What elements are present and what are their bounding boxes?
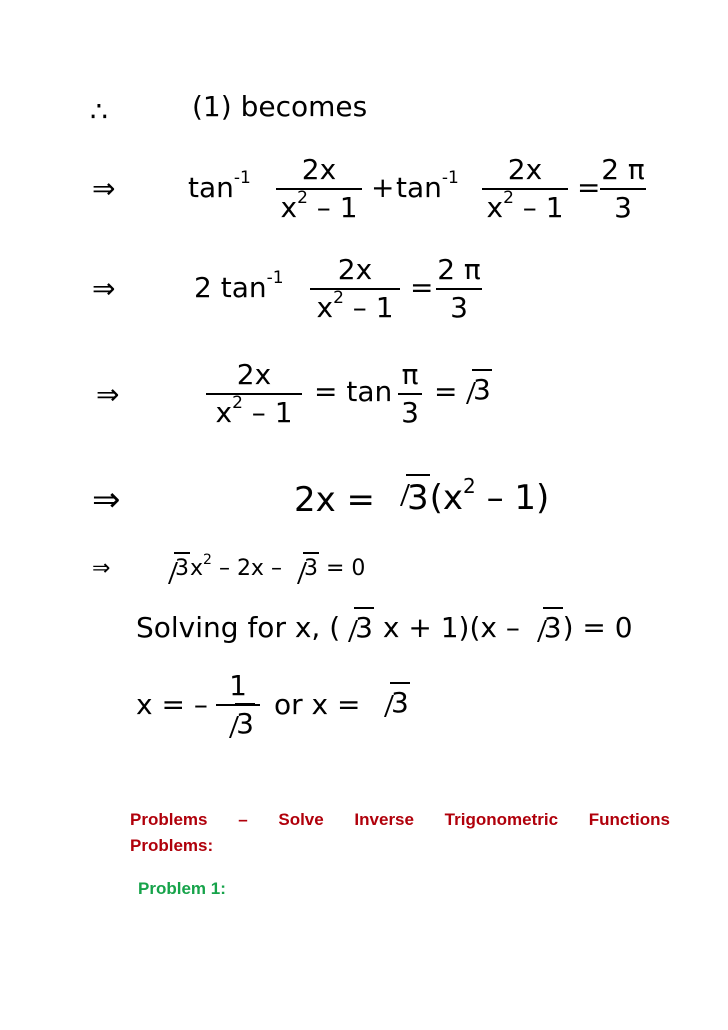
- fraction-2x-over-x2-1: 2x $x^2 - 1$: [310, 256, 400, 322]
- quadratic-equation: $3x^2 - 2x - 3 = 0$: [160, 556, 365, 581]
- problem-1-label: Problem 1:: [138, 879, 226, 898]
- tan-inverse-1: $\tan^{-1}$: [188, 168, 251, 204]
- fraction-2pi-over-3: 2 π 3: [437, 253, 481, 324]
- heading-word: –: [238, 810, 248, 829]
- x-equals-minus: x = –: [136, 688, 208, 721]
- equals-sign: =: [410, 271, 434, 304]
- fraction-2x-over-x2-1: 2x $x^2 - 1$: [206, 361, 302, 427]
- sqrt-3: 3: [376, 689, 410, 717]
- heading-problems: Problems:: [130, 836, 214, 855]
- fraction-2x-over-x2-1-b: 2x $x^2 - 1$: [482, 156, 568, 222]
- section-heading: [130, 810, 670, 830]
- implies-symbol: ⇒: [92, 556, 111, 581]
- implies-symbol: ⇒: [92, 172, 116, 205]
- plus-sign: +: [371, 171, 395, 204]
- solving-line: Solving for x, ( 3 x + 1)(x – 3) = 0: [136, 614, 633, 642]
- two-tan-inverse: 2 $\tan^{-1}$: [194, 268, 284, 304]
- equals-sign: =: [434, 375, 458, 408]
- sqrt-3-times-paren: $3(x^2 - 1)$: [392, 478, 549, 518]
- implies-symbol: ⇒: [92, 272, 116, 305]
- heading-word: Inverse: [354, 810, 414, 829]
- fraction-2pi-over-3: 2 π 3: [601, 153, 645, 224]
- equation-2x-equals: 2x =: [294, 480, 376, 520]
- heading-word: Problems: [130, 810, 208, 829]
- sqrt-3: 3: [458, 376, 492, 404]
- equals-tan: = tan: [314, 375, 393, 408]
- equals-sign: =: [577, 171, 601, 204]
- tan-inverse-2: $\tan^{-1}$: [396, 168, 459, 204]
- heading-word: Solve: [278, 810, 324, 829]
- becomes-text: (1) becomes: [192, 90, 368, 123]
- or-x-equals: or x =: [274, 688, 361, 721]
- implies-symbol: ⇒: [96, 378, 120, 411]
- fraction-1-over-sqrt3: 1 3: [216, 672, 260, 738]
- fraction-2x-over-x2-1-a: 2x $x^2 - 1$: [276, 156, 362, 222]
- fraction-pi-over-3: π 3: [398, 361, 422, 427]
- therefore-symbol: ∴: [90, 95, 108, 128]
- implies-symbol: ⇒: [92, 480, 121, 520]
- heading-word: Trigonometric: [444, 810, 559, 829]
- heading-word: Functions: [588, 810, 670, 829]
